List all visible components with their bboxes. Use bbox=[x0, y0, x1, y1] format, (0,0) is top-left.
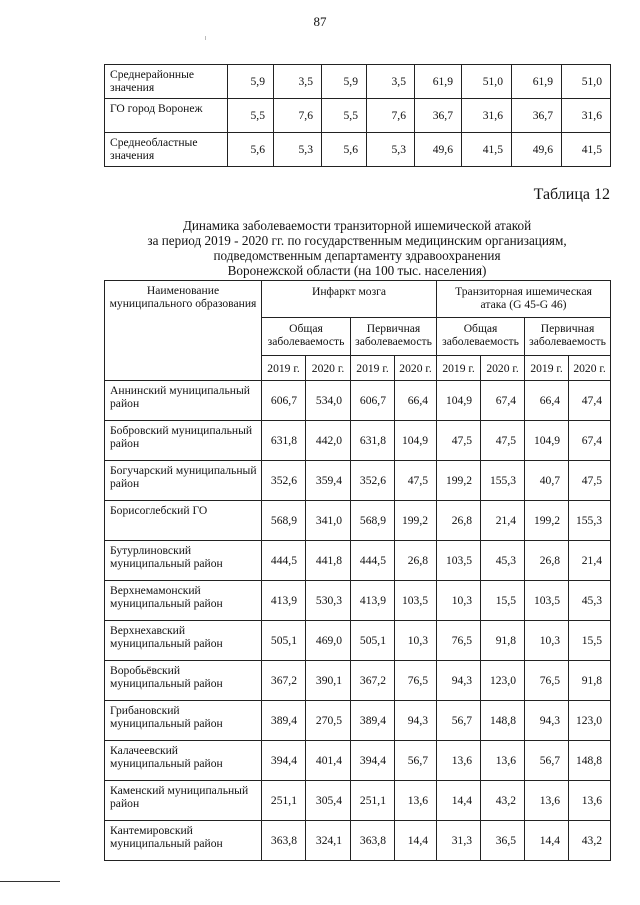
value-cell: 5,9 bbox=[322, 65, 367, 99]
value-cell: 61,9 bbox=[512, 65, 562, 99]
value-cell: 631,8 bbox=[262, 421, 306, 461]
header-group-cerebral-infarction: Инфаркт мозга bbox=[262, 281, 437, 318]
value-cell: 359,4 bbox=[306, 461, 351, 501]
value-cell: 31,3 bbox=[437, 821, 481, 861]
header-sub-primary-1: Первичная заболеваемость bbox=[351, 318, 437, 356]
row-name: Бутурлиновский муниципальный район bbox=[105, 541, 262, 581]
value-cell: 5,9 bbox=[228, 65, 274, 99]
value-cell: 390,1 bbox=[306, 661, 351, 701]
value-cell: 47,5 bbox=[481, 421, 525, 461]
header-sub-primary-2: Первичная заболеваемость bbox=[525, 318, 611, 356]
table-row bbox=[105, 741, 611, 781]
value-cell: 401,4 bbox=[306, 741, 351, 781]
value-cell: 469,0 bbox=[306, 621, 351, 661]
table-row bbox=[105, 781, 611, 821]
value-cell: 56,7 bbox=[437, 701, 481, 741]
value-cell: 21,4 bbox=[569, 541, 611, 581]
scan-mark bbox=[205, 36, 206, 40]
table-row bbox=[105, 821, 611, 861]
value-cell: 51,0 bbox=[562, 65, 611, 99]
value-cell: 49,6 bbox=[415, 133, 462, 167]
value-cell: 67,4 bbox=[481, 381, 525, 421]
value-cell: 270,5 bbox=[306, 701, 351, 741]
value-cell: 444,5 bbox=[351, 541, 395, 581]
value-cell: 76,5 bbox=[437, 621, 481, 661]
value-cell: 123,0 bbox=[569, 701, 611, 741]
header-year: 2020 г. bbox=[569, 356, 611, 381]
value-cell: 56,7 bbox=[525, 741, 569, 781]
row-name: Каменский муниципальный район bbox=[105, 781, 262, 821]
value-cell: 31,6 bbox=[562, 99, 611, 133]
value-cell: 45,3 bbox=[481, 541, 525, 581]
value-cell: 47,5 bbox=[437, 421, 481, 461]
row-name: Калачеевский муниципальный район bbox=[105, 741, 262, 781]
value-cell: 251,1 bbox=[351, 781, 395, 821]
table-row bbox=[105, 701, 611, 741]
value-cell: 305,4 bbox=[306, 781, 351, 821]
value-cell: 441,8 bbox=[306, 541, 351, 581]
row-name: Кантемировский муниципальный район bbox=[105, 821, 262, 861]
table-title-line: за период 2019 - 2020 гг. по государственным медицинским организациям, bbox=[147, 233, 567, 248]
value-cell: 41,5 bbox=[462, 133, 512, 167]
value-cell: 51,0 bbox=[462, 65, 512, 99]
header-year: 2020 г. bbox=[306, 356, 351, 381]
continued-table-body bbox=[105, 65, 611, 167]
value-cell: 5,5 bbox=[322, 99, 367, 133]
value-cell: 14,4 bbox=[395, 821, 437, 861]
row-name: Среднерайонные значения bbox=[105, 65, 228, 99]
value-cell: 36,7 bbox=[512, 99, 562, 133]
header-year: 2019 г. bbox=[351, 356, 395, 381]
value-cell: 45,3 bbox=[569, 581, 611, 621]
row-name: Верхнемамонский муниципальный район bbox=[105, 581, 262, 621]
value-cell: 631,8 bbox=[351, 421, 395, 461]
value-cell: 389,4 bbox=[351, 701, 395, 741]
table-row bbox=[105, 381, 611, 421]
table-row bbox=[105, 133, 611, 167]
value-cell: 14,4 bbox=[525, 821, 569, 861]
value-cell: 505,1 bbox=[262, 621, 306, 661]
value-cell: 155,3 bbox=[569, 501, 611, 541]
value-cell: 49,6 bbox=[512, 133, 562, 167]
row-name: ГО город Воронеж bbox=[105, 99, 228, 133]
value-cell: 389,4 bbox=[262, 701, 306, 741]
table-row bbox=[105, 581, 611, 621]
value-cell: 606,7 bbox=[262, 381, 306, 421]
value-cell: 5,6 bbox=[322, 133, 367, 167]
value-cell: 148,8 bbox=[481, 701, 525, 741]
table-title-line: подведомственным департаменту здравоохранения bbox=[213, 248, 501, 263]
value-cell: 104,9 bbox=[437, 381, 481, 421]
value-cell: 94,3 bbox=[525, 701, 569, 741]
value-cell: 155,3 bbox=[481, 461, 525, 501]
value-cell: 606,7 bbox=[351, 381, 395, 421]
value-cell: 61,9 bbox=[415, 65, 462, 99]
value-cell: 199,2 bbox=[395, 501, 437, 541]
page-number: 87 bbox=[313, 14, 327, 29]
value-cell: 41,5 bbox=[562, 133, 611, 167]
value-cell: 31,6 bbox=[462, 99, 512, 133]
value-cell: 363,8 bbox=[262, 821, 306, 861]
header-sub-general-1: Общая заболеваемость bbox=[262, 318, 351, 356]
value-cell: 14,4 bbox=[437, 781, 481, 821]
value-cell: 21,4 bbox=[481, 501, 525, 541]
row-name: Верхнехавский муниципальный район bbox=[105, 621, 262, 661]
value-cell: 367,2 bbox=[262, 661, 306, 701]
value-cell: 7,6 bbox=[367, 99, 415, 133]
value-cell: 66,4 bbox=[395, 381, 437, 421]
row-name: Среднеобластные значения bbox=[105, 133, 228, 167]
value-cell: 43,2 bbox=[481, 781, 525, 821]
value-cell: 26,8 bbox=[525, 541, 569, 581]
value-cell: 5,6 bbox=[228, 133, 274, 167]
value-cell: 47,5 bbox=[395, 461, 437, 501]
table-row bbox=[105, 99, 611, 133]
value-cell: 26,8 bbox=[437, 501, 481, 541]
value-cell: 47,5 bbox=[569, 461, 611, 501]
value-cell: 13,6 bbox=[481, 741, 525, 781]
table-title-line: Воронежской области (на 100 тыс. населения) bbox=[227, 263, 487, 278]
value-cell: 324,1 bbox=[306, 821, 351, 861]
table-title bbox=[104, 218, 610, 278]
value-cell: 15,5 bbox=[569, 621, 611, 661]
value-cell: 7,6 bbox=[274, 99, 322, 133]
header-year: 2019 г. bbox=[262, 356, 306, 381]
row-name: Бобровский муниципальный район bbox=[105, 421, 262, 461]
value-cell: 568,9 bbox=[262, 501, 306, 541]
table-row bbox=[105, 541, 611, 581]
value-cell: 13,6 bbox=[569, 781, 611, 821]
table-row bbox=[105, 501, 611, 541]
value-cell: 199,2 bbox=[437, 461, 481, 501]
value-cell: 363,8 bbox=[351, 821, 395, 861]
value-cell: 66,4 bbox=[525, 381, 569, 421]
value-cell: 413,9 bbox=[262, 581, 306, 621]
table-row bbox=[105, 65, 611, 99]
header-year: 2020 г. bbox=[395, 356, 437, 381]
value-cell: 5,3 bbox=[367, 133, 415, 167]
value-cell: 341,0 bbox=[306, 501, 351, 541]
value-cell: 367,2 bbox=[351, 661, 395, 701]
value-cell: 94,3 bbox=[437, 661, 481, 701]
value-cell: 530,3 bbox=[306, 581, 351, 621]
value-cell: 568,9 bbox=[351, 501, 395, 541]
value-cell: 10,3 bbox=[525, 621, 569, 661]
table-row bbox=[105, 421, 611, 461]
value-cell: 413,9 bbox=[351, 581, 395, 621]
table-title-line: Динамика заболеваемости транзиторной ишемической атакой bbox=[182, 218, 532, 233]
value-cell: 199,2 bbox=[525, 501, 569, 541]
morbidity-table-body bbox=[105, 381, 611, 861]
row-name: Грибановский муниципальный район bbox=[105, 701, 262, 741]
row-name: Богучарский муниципальный район bbox=[105, 461, 262, 501]
value-cell: 67,4 bbox=[569, 421, 611, 461]
value-cell: 505,1 bbox=[351, 621, 395, 661]
value-cell: 91,8 bbox=[569, 661, 611, 701]
value-cell: 104,9 bbox=[525, 421, 569, 461]
value-cell: 15,5 bbox=[481, 581, 525, 621]
row-name: Аннинский муниципальный район bbox=[105, 381, 262, 421]
value-cell: 43,2 bbox=[569, 821, 611, 861]
value-cell: 13,6 bbox=[525, 781, 569, 821]
value-cell: 10,3 bbox=[437, 581, 481, 621]
value-cell: 534,0 bbox=[306, 381, 351, 421]
value-cell: 3,5 bbox=[367, 65, 415, 99]
continued-table bbox=[104, 64, 611, 167]
value-cell: 123,0 bbox=[481, 661, 525, 701]
value-cell: 13,6 bbox=[395, 781, 437, 821]
table-row bbox=[105, 661, 611, 701]
header-group-tia: Транзиторная ишемическая атака (G 45-G 46) bbox=[437, 281, 611, 318]
value-cell: 47,4 bbox=[569, 381, 611, 421]
value-cell: 103,5 bbox=[437, 541, 481, 581]
value-cell: 13,6 bbox=[437, 741, 481, 781]
value-cell: 352,6 bbox=[351, 461, 395, 501]
value-cell: 26,8 bbox=[395, 541, 437, 581]
value-cell: 56,7 bbox=[395, 741, 437, 781]
value-cell: 103,5 bbox=[525, 581, 569, 621]
table-row bbox=[105, 461, 611, 501]
value-cell: 148,8 bbox=[569, 741, 611, 781]
value-cell: 251,1 bbox=[262, 781, 306, 821]
value-cell: 3,5 bbox=[274, 65, 322, 99]
row-name: Борисоглебский ГО bbox=[105, 501, 262, 541]
value-cell: 91,8 bbox=[481, 621, 525, 661]
value-cell: 76,5 bbox=[395, 661, 437, 701]
header-year: 2020 г. bbox=[481, 356, 525, 381]
value-cell: 5,5 bbox=[228, 99, 274, 133]
value-cell: 36,7 bbox=[415, 99, 462, 133]
header-name-column: Наименование муниципального образования bbox=[105, 281, 262, 381]
table-row bbox=[105, 621, 611, 661]
value-cell: 394,4 bbox=[351, 741, 395, 781]
value-cell: 76,5 bbox=[525, 661, 569, 701]
value-cell: 10,3 bbox=[395, 621, 437, 661]
value-cell: 36,5 bbox=[481, 821, 525, 861]
value-cell: 394,4 bbox=[262, 741, 306, 781]
header-sub-general-2: Общая заболеваемость bbox=[437, 318, 525, 356]
row-name: Воробьёвский муниципальный район bbox=[105, 661, 262, 701]
value-cell: 444,5 bbox=[262, 541, 306, 581]
value-cell: 94,3 bbox=[395, 701, 437, 741]
footnote-separator bbox=[0, 881, 60, 882]
value-cell: 103,5 bbox=[395, 581, 437, 621]
value-cell: 5,3 bbox=[274, 133, 322, 167]
table-label: Таблица 12 bbox=[533, 186, 610, 203]
header-year: 2019 г. bbox=[437, 356, 481, 381]
header-year: 2019 г. bbox=[525, 356, 569, 381]
value-cell: 40,7 bbox=[525, 461, 569, 501]
morbidity-table bbox=[104, 280, 611, 861]
value-cell: 104,9 bbox=[395, 421, 437, 461]
value-cell: 442,0 bbox=[306, 421, 351, 461]
value-cell: 352,6 bbox=[262, 461, 306, 501]
